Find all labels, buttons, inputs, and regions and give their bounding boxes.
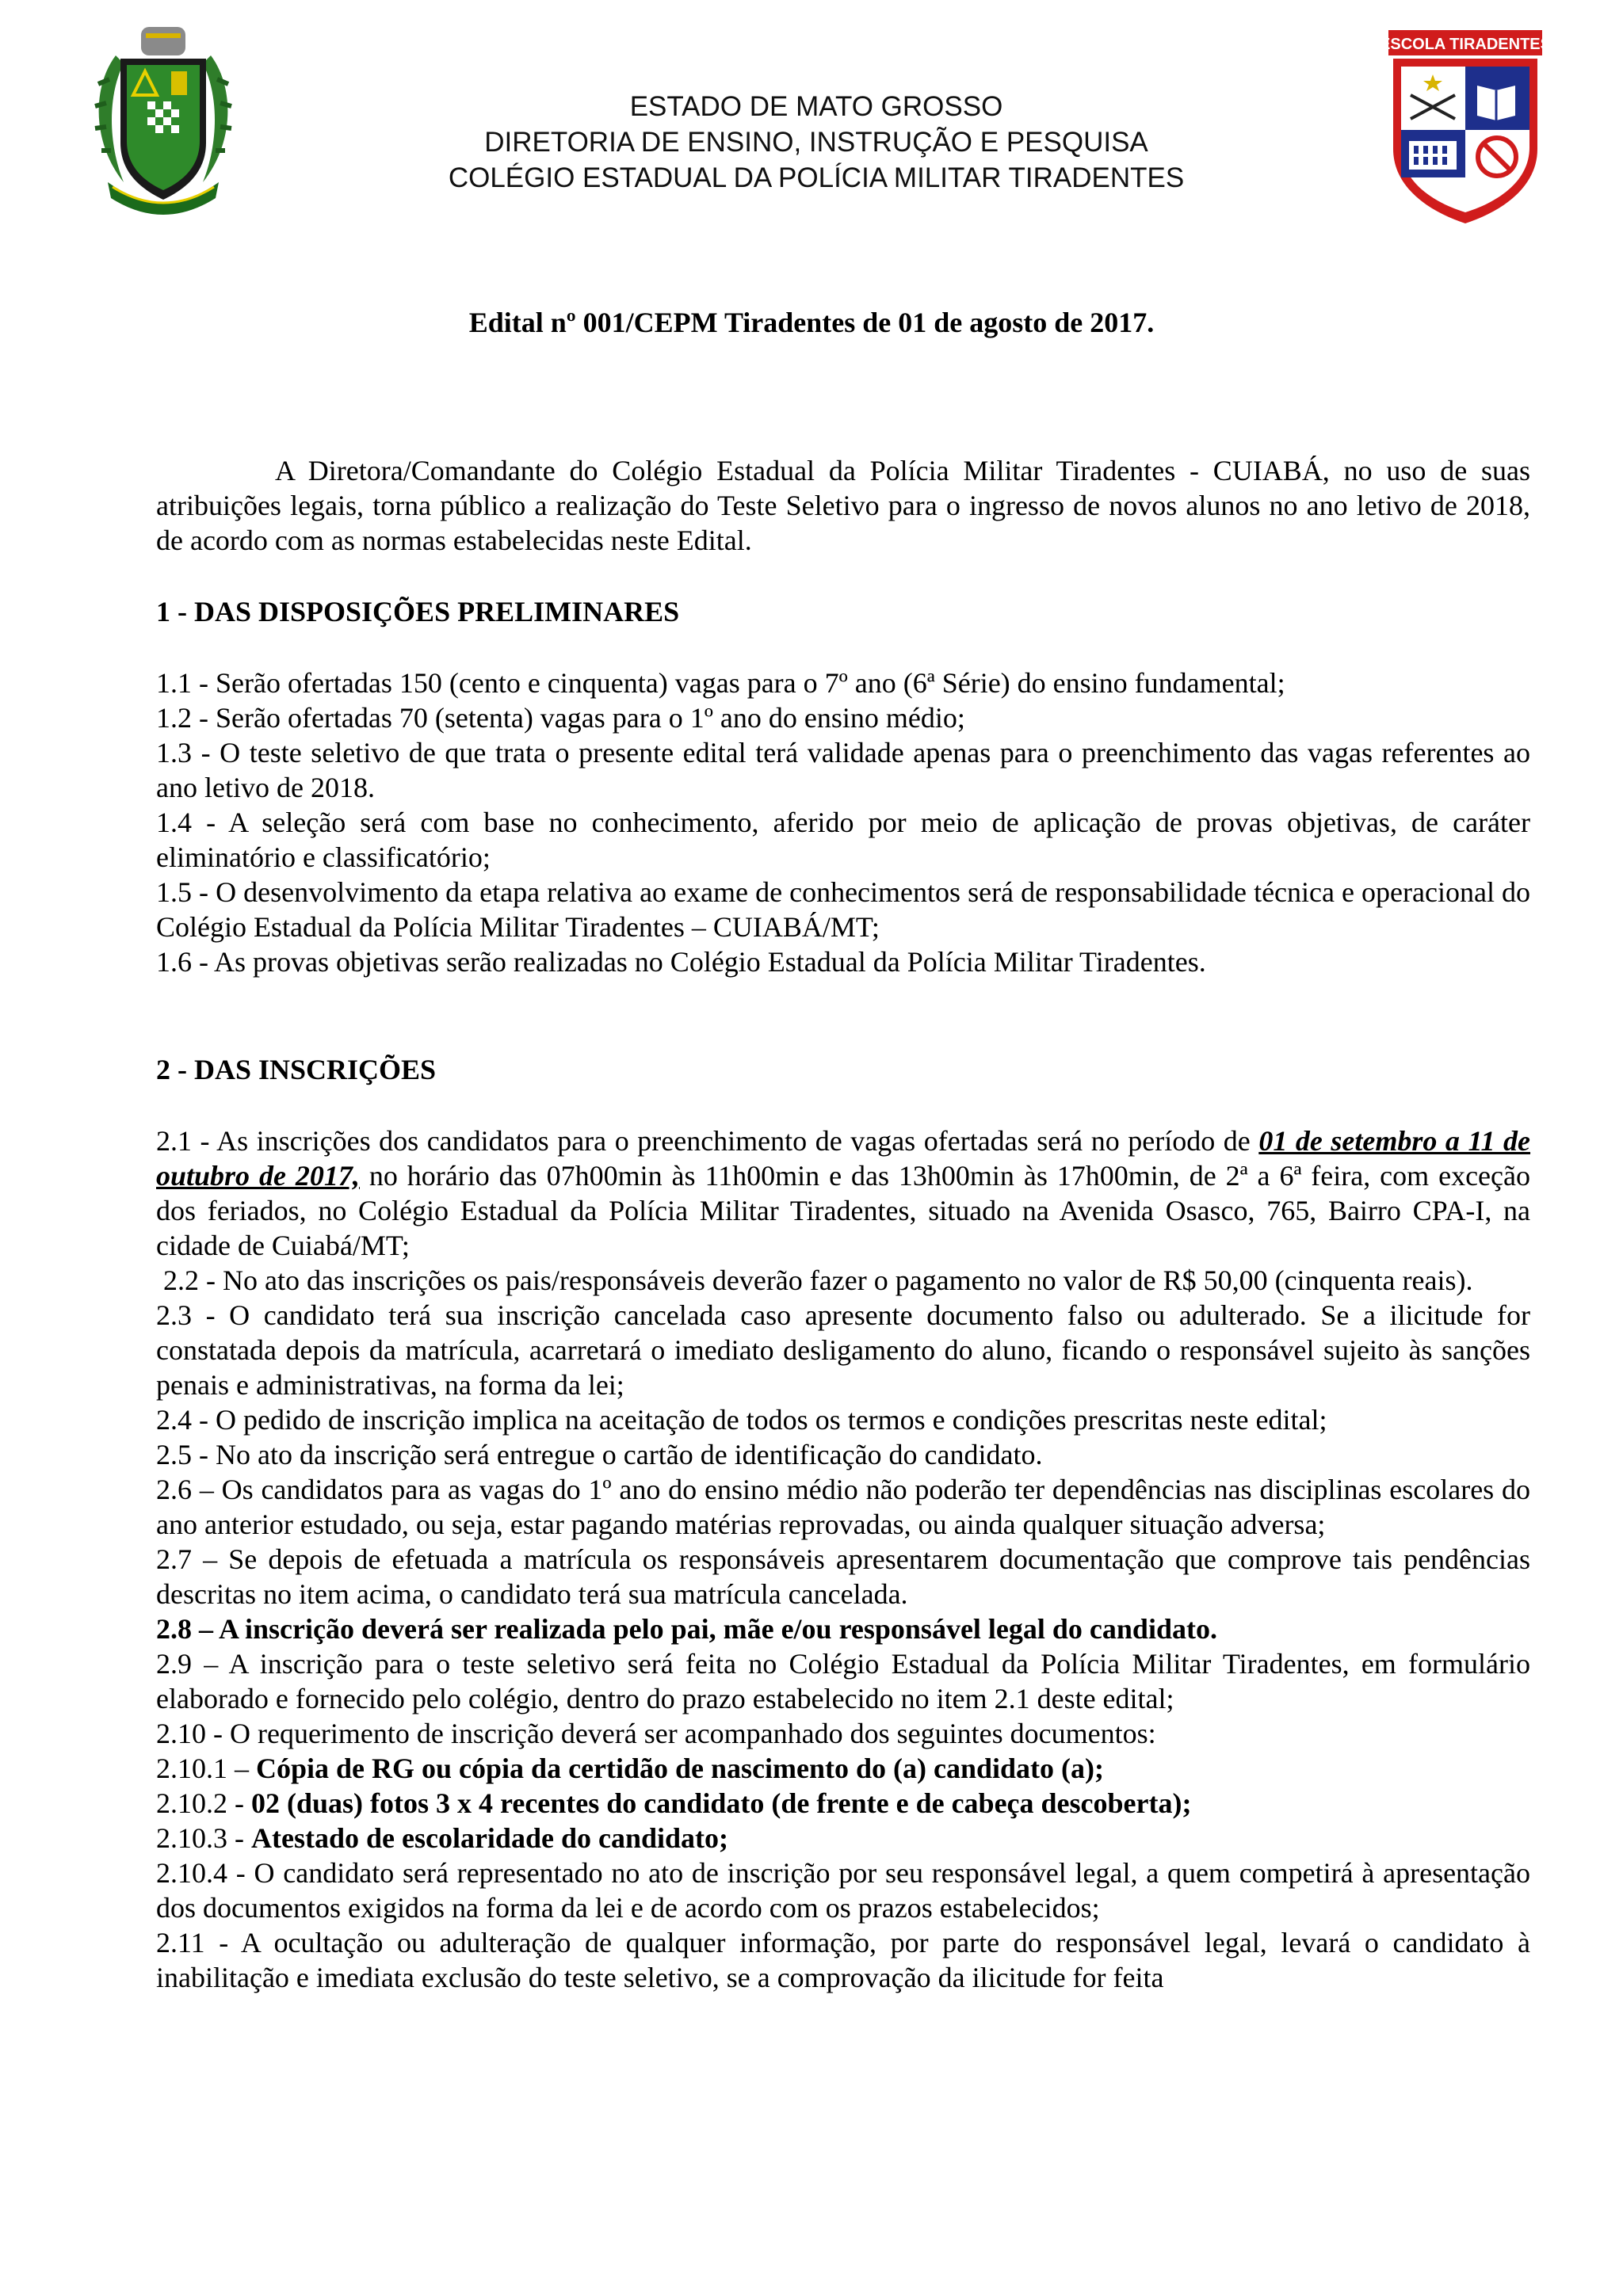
intro-paragraph: A Diretora/Comandante do Colégio Estadual da Polícia Militar Tiradentes - CUIABÁ, no uso de suas atribuições legais, torna público a realização do Teste Seletivo para o ingresso de novos alunos no ano letivo de 2018, de acordo com as normas estabelecidas neste Edital. bbox=[156, 455, 1530, 556]
section-1-heading: 1 - DAS DISPOSIÇÕES PRELIMINARES bbox=[156, 596, 680, 627]
item-2-10-2-text: 02 (duas) fotos 3 x 4 recentes do candidato (de frente e de cabeça descoberta); bbox=[251, 1787, 1192, 1819]
item-2-1 bbox=[156, 1123, 1530, 1263]
pm-coat-of-arms-logo bbox=[92, 24, 235, 222]
item-2-3: 2.3 - O candidato terá sua inscrição cancelada caso apresente documento falso ou adulterado. Se a ilicitude for constatada depois da matrícula, acarretará o imediato desligamento do aluno, ficando o responsável sujeito às sanções penais e administrativas, na forma da lei; bbox=[156, 1299, 1530, 1401]
item-2-10-1-text: Cópia de RG ou cópia da certidão de nascimento do (a) candidato (a); bbox=[256, 1753, 1104, 1784]
item-2-1-date: 01 de setembro a 11 de outubro de 2017, bbox=[156, 1125, 1531, 1192]
item-2-10-2-number: 2.10.2 - bbox=[156, 1787, 251, 1819]
item-2-10-2 bbox=[156, 1786, 1530, 1821]
item-2-5: 2.5 - No ato da inscrição será entregue o cartão de identificação do candidato. bbox=[156, 1439, 1043, 1470]
item-2-10-1 bbox=[156, 1751, 1530, 1786]
item-2-10-3 bbox=[156, 1821, 1530, 1855]
escola-tiradentes-logo bbox=[1380, 30, 1551, 225]
header-school: COLÉGIO ESTADUAL DA POLÍCIA MILITAR TIRADENTES bbox=[448, 162, 1185, 193]
item-2-4: 2.4 - O pedido de inscrição implica na aceitação de todos os termos e condições prescritas neste edital; bbox=[156, 1404, 1327, 1436]
item-2-10-3-text: Atestado de escolaridade do candidato; bbox=[251, 1822, 728, 1854]
section-2-heading: 2 - DAS INSCRIÇÕES bbox=[156, 1054, 437, 1085]
item-2-7: 2.7 – Se depois de efetuada a matrícula os responsáveis apresentarem documentação que comprove tais pendências descritas no item acima, o candidato terá sua matrícula cancelada. bbox=[156, 1543, 1530, 1610]
header-state: ESTADO DE MATO GROSSO bbox=[629, 91, 1003, 122]
item-2-1-text: 2.1 - As inscrições dos candidatos para o preenchimento de vagas ofertadas será no período de bbox=[156, 1125, 1259, 1157]
item-1-5: 1.5 - O desenvolvimento da etapa relativa ao exame de conhecimentos será de responsabilidade técnica e operacional do Colégio Estadual da Polícia Militar Tiradentes – CUIABÁ/MT; bbox=[156, 876, 1530, 943]
item-1-4: 1.4 - A seleção será com base no conhecimento, aferido por meio de aplicação de provas objetivas, de caráter eliminatório e classificatório; bbox=[156, 807, 1530, 873]
item-1-2: 1.2 - Serão ofertadas 70 (setenta) vagas para o 1º ano do ensino médio; bbox=[156, 702, 965, 734]
item-1-1: 1.1 - Serão ofertadas 150 (cento e cinquenta) vagas para o 7º ano (6ª Série) do ensino fundamental; bbox=[156, 667, 1285, 699]
item-2-6: 2.6 – Os candidatos para as vagas do 1º ano do ensino médio não poderão ter dependências nas disciplinas escolares do ano anterior estudado, ou seja, estar pagando matérias reprovadas, ou ainda qualquer situação adversa; bbox=[156, 1474, 1530, 1540]
item-2-10-3-number: 2.10.3 - bbox=[156, 1822, 251, 1854]
svg-text:ESCOLA TIRADENTES: ESCOLA TIRADENTES bbox=[1380, 36, 1551, 53]
item-2-10-1-number: 2.10.1 – bbox=[156, 1753, 256, 1784]
item-2-10: 2.10 - O requerimento de inscrição deverá ser acompanhado dos seguintes documentos: bbox=[156, 1718, 1156, 1749]
item-2-10-4: 2.10.4 - O candidato será representado no ato de inscrição por seu responsável legal, a quem competirá à apresentação dos documentos exigidos na forma da lei e de acordo com os prazos estabelecidos; bbox=[156, 1857, 1530, 1924]
document-header bbox=[301, 89, 1331, 196]
item-2-11: 2.11 - A ocultação ou adulteração de qualquer informação, por parte do responsável legal, levará o candidato à inabilitação e imediata exclusão do teste seletivo, se a comprovação da ilicitude for feita bbox=[156, 1927, 1530, 1993]
item-2-1-rest: no horário das 07h00min às 11h00min e das 13h00min às 17h00min, de 2ª a 6ª feira, com exceção dos feriados, no Colégio Estadual da Polícia Militar Tiradentes, situado na Avenida Osasco, 765, Bairro CPA-I, na cidade de Cuiabá/MT; bbox=[156, 1160, 1530, 1261]
item-1-6: 1.6 - As provas objetivas serão realizadas no Colégio Estadual da Polícia Militar Tiradentes. bbox=[156, 946, 1206, 978]
item-2-9: 2.9 – A inscrição para o teste seletivo será feita no Colégio Estadual da Polícia Militar Tiradentes, em formulário elaborado e fornecido pelo colégio, dentro do prazo estabelecido no item 2.1 deste edital; bbox=[156, 1648, 1530, 1714]
item-2-8: 2.8 – A inscrição deverá ser realizada pelo pai, mãe e/ou responsável legal do candidato. bbox=[156, 1613, 1217, 1645]
header-directorate: DIRETORIA DE ENSINO, INSTRUÇÃO E PESQUISA bbox=[484, 127, 1148, 158]
document-body bbox=[156, 453, 1530, 1995]
item-2-2: 2.2 - No ato das inscrições os pais/responsáveis deverão fazer o pagamento no valor de R$ 50,00 (cinquenta reais). bbox=[156, 1264, 1473, 1296]
edital-title: Edital nº 001/CEPM Tiradentes de 01 de agosto de 2017. bbox=[468, 307, 1155, 338]
item-1-3: 1.3 - O teste seletivo de que trata o presente edital terá validade apenas para o preenchimento das vagas referentes ao ano letivo de 2018. bbox=[156, 737, 1530, 803]
